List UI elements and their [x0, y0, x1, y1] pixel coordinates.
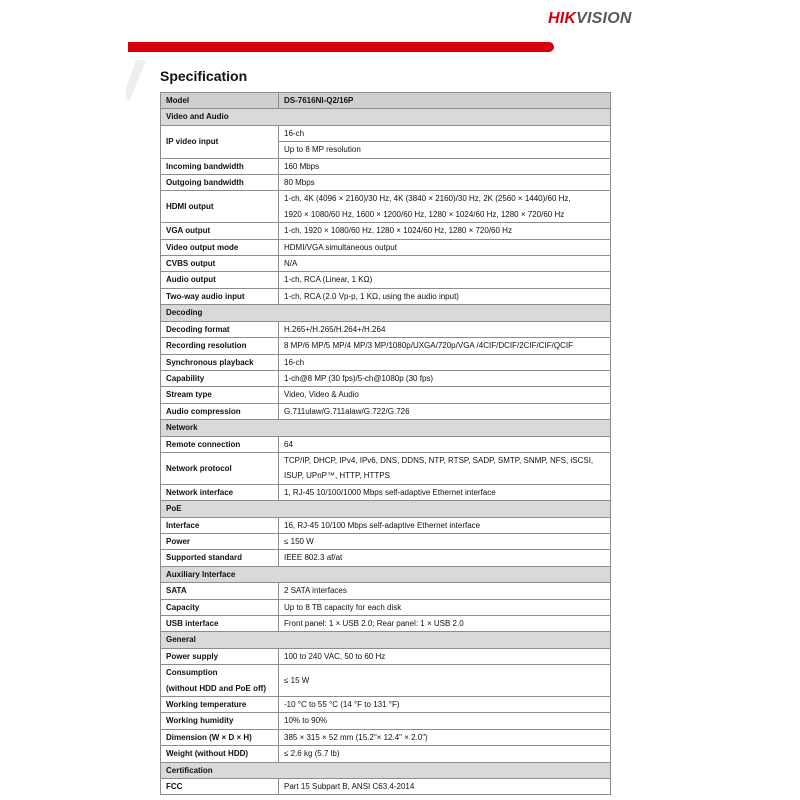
- spec-value-cell: H.265+/H.265/H.264+/H.264: [279, 321, 611, 337]
- header-red-bar: [128, 42, 554, 52]
- table-row: [161, 583, 611, 599]
- spec-label-cell: Weight (without HDD): [161, 746, 279, 762]
- table-row: [161, 239, 611, 255]
- section-header-row: [161, 305, 611, 321]
- spec-value-cell: Up to 8 TB capacity for each disk: [279, 599, 611, 615]
- spec-value-cell: -10 °C to 55 °C (14 °F to 131 °F): [279, 697, 611, 713]
- spec-label-cell: SATA: [161, 583, 279, 599]
- table-row: [161, 616, 611, 632]
- table-row: [161, 125, 611, 141]
- spec-value-cell: 16-ch: [279, 125, 611, 141]
- spec-value-line: ISUP, UPnP™, HTTP, HTTPS: [284, 471, 390, 481]
- table-header-row: [161, 93, 611, 109]
- table-row: [161, 648, 611, 664]
- spec-label-cell: Power: [161, 533, 279, 549]
- spec-label-cell: Capacity: [161, 599, 279, 615]
- section-title: Video and Audio: [161, 109, 611, 125]
- table-row: [161, 746, 611, 762]
- spec-label-cell: Working temperature: [161, 697, 279, 713]
- spec-value-cell: IEEE 802.3 af/at: [279, 550, 611, 566]
- spec-value-cell: 1-ch, RCA (Linear, 1 KΩ): [279, 272, 611, 288]
- specification-table-body: [161, 93, 611, 795]
- spec-value-cell: 385 × 315 × 52 mm (15.2"× 12.4" × 2.0"): [279, 729, 611, 745]
- table-row: [161, 354, 611, 370]
- table-row: [161, 517, 611, 533]
- header-label-cell: Model: [161, 93, 279, 109]
- spec-value-cell: Up to 8 MP resolution: [279, 142, 611, 158]
- spec-label-cell: Power supply: [161, 648, 279, 664]
- table-row: [161, 779, 611, 795]
- spec-value-cell: HDMI/VGA simultaneous output: [279, 239, 611, 255]
- section-header-row: [161, 566, 611, 582]
- spec-label-cell: CVBS output: [161, 256, 279, 272]
- table-row: [161, 484, 611, 500]
- spec-label-cell: Decoding format: [161, 321, 279, 337]
- spec-value-cell: 1-ch@8 MP (30 fps)/5-ch@1080p (30 fps): [279, 370, 611, 386]
- spec-value-cell: 100 to 240 VAC, 50 to 60 Hz: [279, 648, 611, 664]
- spec-value-cell: 80 Mbps: [279, 175, 611, 191]
- spec-value-line: 1920 × 1080/60 Hz, 1600 × 1200/60 Hz, 1280 × 1024/60 Hz, 1280 × 720/60 Hz: [284, 209, 565, 219]
- table-row: [161, 550, 611, 566]
- spec-label-cell: Capability: [161, 370, 279, 386]
- spec-value-cell: 64: [279, 436, 611, 452]
- section-header-row: [161, 762, 611, 778]
- spec-label-cell: Network protocol: [161, 452, 279, 484]
- spec-value-cell: 1-ch, 1920 × 1080/60 Hz, 1280 × 1024/60 Hz, 1280 × 720/60 Hz: [279, 223, 611, 239]
- spec-label-cell: HDMI output: [161, 191, 279, 223]
- spec-value-cell: 16-ch: [279, 354, 611, 370]
- section-header-row: [161, 420, 611, 436]
- spec-label-cell: Working humidity: [161, 713, 279, 729]
- table-row: [161, 599, 611, 615]
- spec-label-cell: Outgoing bandwidth: [161, 175, 279, 191]
- spec-value-cell: 1, RJ-45 10/100/1000 Mbps self-adaptive Ethernet interface: [279, 484, 611, 500]
- spec-label-cell: FCC: [161, 779, 279, 795]
- table-row: [161, 665, 611, 697]
- table-row: [161, 158, 611, 174]
- specification-table: [160, 92, 611, 795]
- spec-label-cell: Supported standard: [161, 550, 279, 566]
- table-row: [161, 321, 611, 337]
- spec-label-cell: Audio output: [161, 272, 279, 288]
- section-title: Decoding: [161, 305, 611, 321]
- table-row: [161, 452, 611, 484]
- logo-hik-text: HIK: [548, 10, 577, 27]
- table-row: [161, 191, 611, 223]
- spec-label-cell: Audio compression: [161, 403, 279, 419]
- spec-value-cell: Front panel: 1 × USB 2.0; Rear panel: 1 × USB 2.0: [279, 616, 611, 632]
- table-row: [161, 697, 611, 713]
- spec-label-cell: Consumption (without HDD and PoE off): [161, 665, 279, 697]
- spec-label-cell: VGA output: [161, 223, 279, 239]
- spec-value-line: TCP/IP, DHCP, IPv4, IPv6, DNS, DDNS, NTP, RTSP, SADP, SMTP, SNMP, NFS, iSCSI,: [284, 455, 594, 465]
- table-row: [161, 288, 611, 304]
- spec-value-cell: 160 Mbps: [279, 158, 611, 174]
- spec-value-cell: ≤ 150 W: [279, 533, 611, 549]
- corner-stripe-decoration: [126, 60, 150, 100]
- spec-label-cell: Stream type: [161, 387, 279, 403]
- spec-label-cell: Synchronous playback: [161, 354, 279, 370]
- table-row: [161, 533, 611, 549]
- section-title: Certification: [161, 762, 611, 778]
- spec-label-cell: USB interface: [161, 616, 279, 632]
- header-value-cell: DS-7616NI-Q2/16P: [279, 93, 611, 109]
- spec-value-cell: 16, RJ-45 10/100 Mbps self-adaptive Ethernet interface: [279, 517, 611, 533]
- spec-value-cell: 1-ch, RCA (2.0 Vp-p, 1 KΩ, using the audio input): [279, 288, 611, 304]
- spec-label-cell: Network interface: [161, 484, 279, 500]
- section-header-row: [161, 632, 611, 648]
- spec-label-cell: Two-way audio input: [161, 288, 279, 304]
- spec-value-cell: ≤ 2.6 kg (5.7 lb): [279, 746, 611, 762]
- logo-vision-text: VISION: [576, 10, 632, 27]
- spec-value-cell: 10% to 90%: [279, 713, 611, 729]
- spec-label-cell: Interface: [161, 517, 279, 533]
- section-header-row: [161, 501, 611, 517]
- table-row: [161, 713, 611, 729]
- spec-value-cell: [279, 452, 611, 484]
- table-row: [161, 223, 611, 239]
- table-row: [161, 338, 611, 354]
- spec-label-cell: IP video input: [161, 125, 279, 158]
- table-row: [161, 272, 611, 288]
- spec-label-cell: Incoming bandwidth: [161, 158, 279, 174]
- table-row: [161, 370, 611, 386]
- table-row: [161, 403, 611, 419]
- section-title: Auxiliary Interface: [161, 566, 611, 582]
- spec-label-cell: Video output mode: [161, 239, 279, 255]
- table-row: [161, 436, 611, 452]
- spec-value-line: 1-ch, 4K (4096 × 2160)/30 Hz, 4K (3840 × 2160)/30 Hz, 2K (2560 × 1440)/60 Hz,: [284, 194, 571, 204]
- section-title: General: [161, 632, 611, 648]
- table-row: [161, 256, 611, 272]
- spec-value-cell: [279, 191, 611, 223]
- page-title: Specification: [160, 68, 248, 84]
- spec-value-cell: N/A: [279, 256, 611, 272]
- spec-value-cell: ≤ 15 W: [279, 665, 611, 697]
- spec-label-cell: Dimension (W × D × H): [161, 729, 279, 745]
- spec-label-cell: Remote connection: [161, 436, 279, 452]
- section-title: PoE: [161, 501, 611, 517]
- hikvision-logo: [548, 10, 632, 28]
- spec-value-cell: Video, Video & Audio: [279, 387, 611, 403]
- table-row: [161, 387, 611, 403]
- section-header-row: [161, 109, 611, 125]
- section-title: Network: [161, 420, 611, 436]
- table-row: [161, 729, 611, 745]
- spec-value-cell: Part 15 Subpart B, ANSI C63.4-2014: [279, 779, 611, 795]
- spec-value-cell: G.711ulaw/G.711alaw/G.722/G.726: [279, 403, 611, 419]
- spec-value-cell: 2 SATA interfaces: [279, 583, 611, 599]
- spec-label-cell: Recording resolution: [161, 338, 279, 354]
- spec-value-cell: 8 MP/6 MP/5 MP/4 MP/3 MP/1080p/UXGA/720p/VGA /4CIF/DCIF/2CIF/CIF/QCIF: [279, 338, 611, 354]
- table-row: [161, 175, 611, 191]
